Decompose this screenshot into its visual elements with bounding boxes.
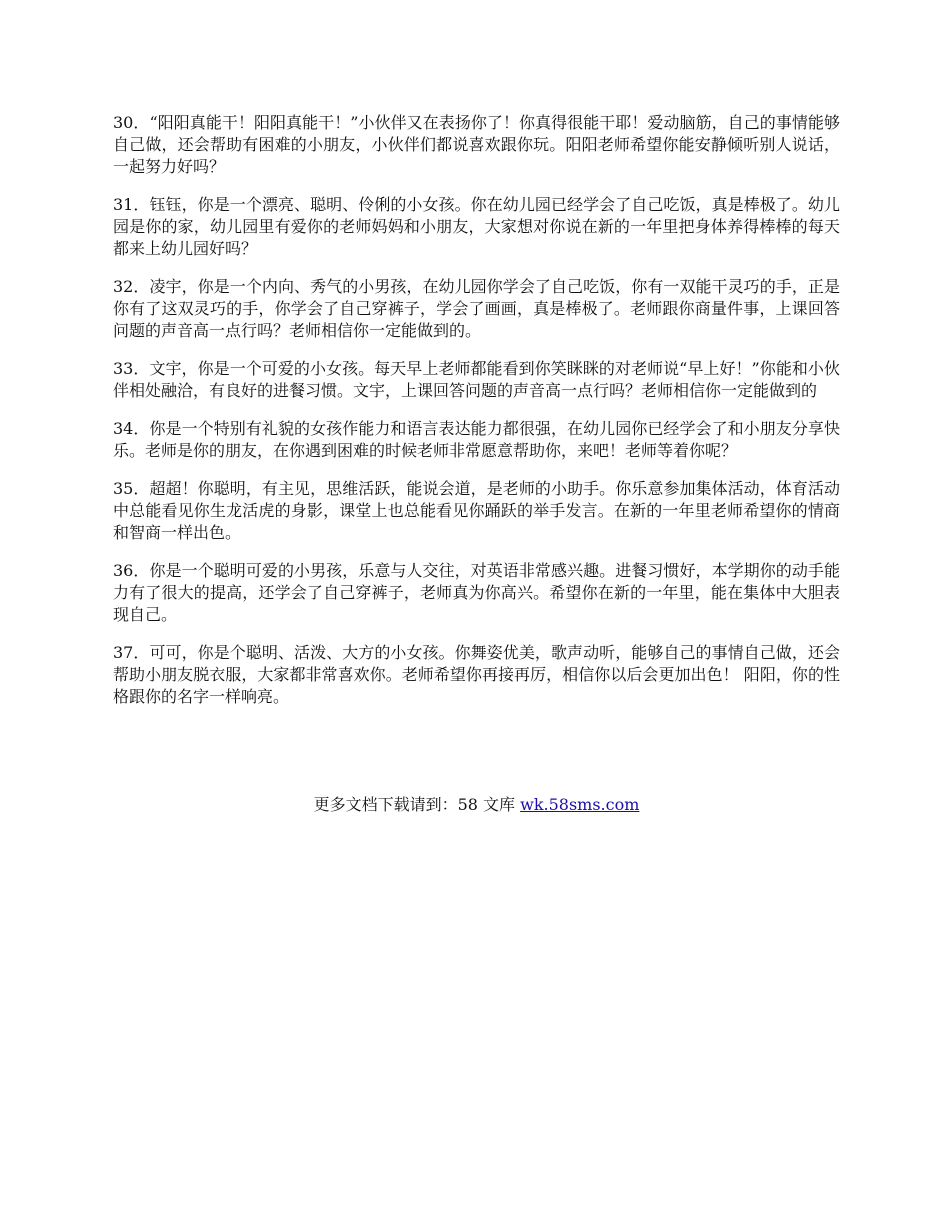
paragraph-35: 35．超超！你聪明，有主见，思维活跃，能说会道，是老师的小助手。你乐意参加集体活动，体育活动中总能看见你生龙活虎的身影，课堂上也总能看见你踊跃的举手发言。在新的一年里老师希望你的情商和智商一样出色。 xyxy=(113,479,840,542)
paragraph-31: 31．钰钰，你是一个漂亮、聪明、伶俐的小女孩。你在幼儿园已经学会了自己吃饭，真是棒极了。幼儿园是你的家，幼儿园里有爱你的老师妈妈和小朋友，大家想对你说在新的一年里把身体养得棒棒的每天都来上幼儿园好吗？ xyxy=(113,195,840,258)
paragraph-30: 30．“阳阳真能干！阳阳真能干！”小伙伴又在表扬你了！你真得很能干耶！爱动脑筋，自己的事情能够自己做，还会帮助有困难的小朋友，小伙伴们都说喜欢跟你玩。阳阳老师希望你能安静倾听别人说话，一起努力好吗？ xyxy=(113,113,840,176)
footer-prefix-text: 更多文档下载请到：58 文库 xyxy=(313,795,521,814)
paragraph-33: 33．文宇，你是一个可爱的小女孩。每天早上老师都能看到你笑眯眯的对老师说“早上好！”你能和小伙伴相处融洽，有良好的进餐习惯。文宇，上课回答问题的声音高一点行吗？老师相信你一定能做到的 xyxy=(113,359,840,400)
paragraph-32: 32．凌宇，你是一个内向、秀气的小男孩，在幼儿园你学会了自己吃饭，你有一双能干灵巧的手，正是你有了这双灵巧的手，你学会了自己穿裤子，学会了画画，真是棒极了。老师跟你商量件事，上课回答问题的声音高一点行吗？老师相信你一定能做到的。 xyxy=(113,277,840,340)
paragraph-37: 37．可可，你是个聪明、活泼、大方的小女孩。你舞姿优美，歌声动听，能够自己的事情自己做，还会帮助小朋友脱衣服，大家都非常喜欢你。老师希望你再接再厉，相信你以后会更加出色！ 阳阳，你的性格跟你的名字一样响亮。 xyxy=(113,643,840,706)
footer-link[interactable]: wk.58sms.com xyxy=(520,795,640,814)
paragraph-36: 36．你是一个聪明可爱的小男孩，乐意与人交往，对英语非常感兴趣。进餐习惯好，本学期你的动手能力有了很大的提高，还学会了自己穿裤子，老师真为你高兴。希望你在新的一年里，能在集体中大胆表现自己。 xyxy=(113,561,840,624)
document-body xyxy=(113,112,840,724)
download-footer xyxy=(113,794,840,816)
paragraph-34: 34．你是一个特别有礼貌的女孩作能力和语言表达能力都很强，在幼儿园你已经学会了和小朋友分享快乐。老师是你的朋友，在你遇到困难的时候老师非常愿意帮助你，来吧！老师等着你呢？ xyxy=(113,419,840,460)
